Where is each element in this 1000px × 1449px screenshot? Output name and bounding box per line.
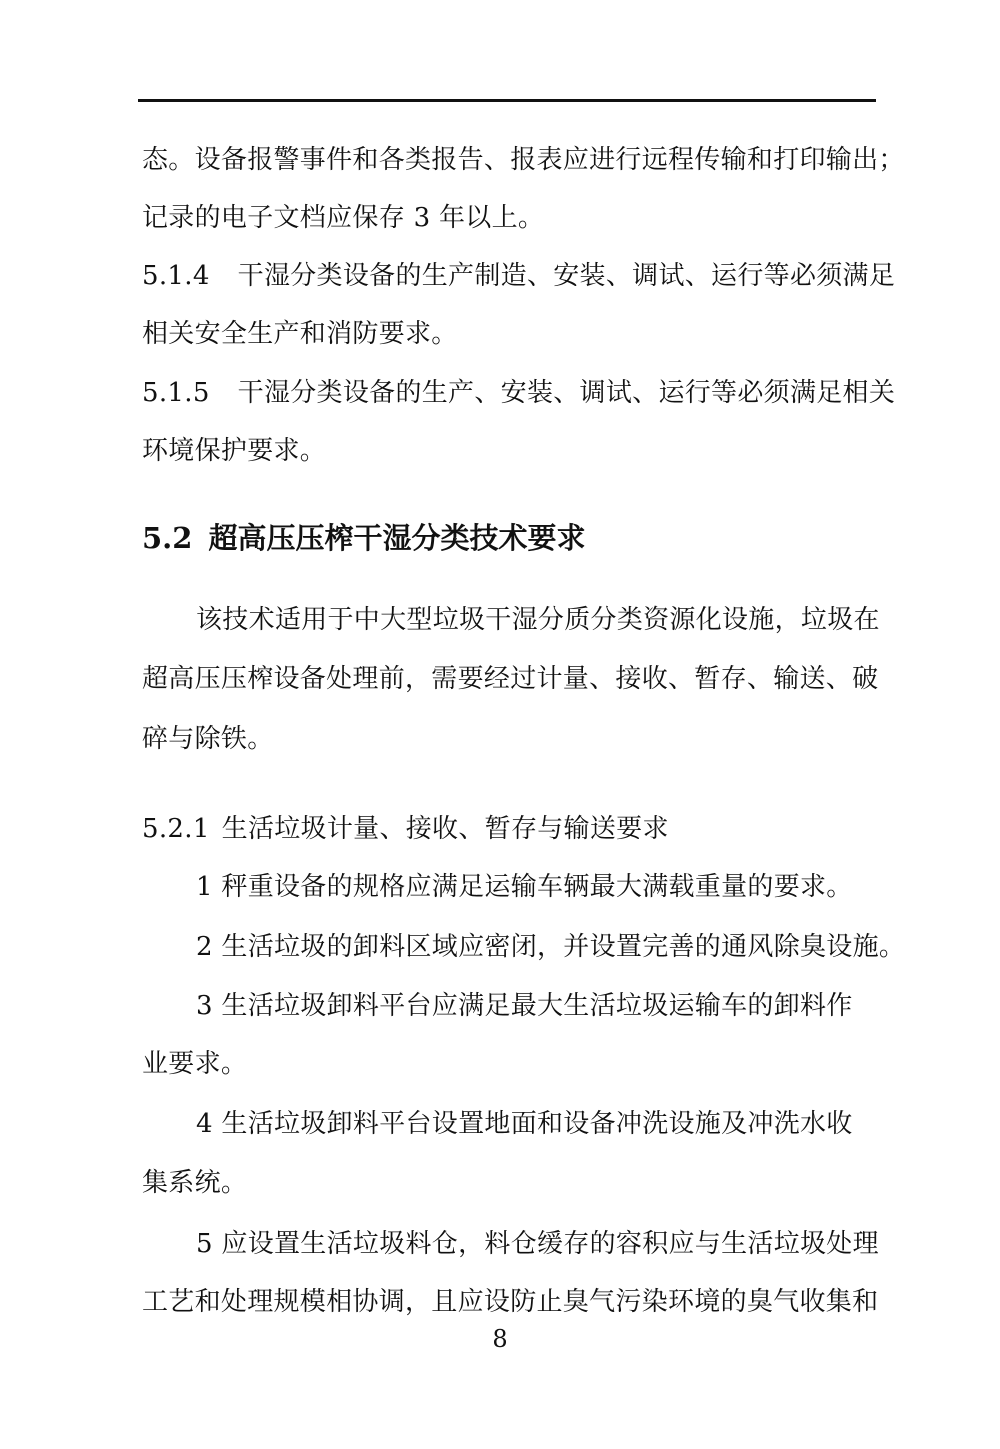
page-number: 8 <box>492 1325 508 1353</box>
item-4-line-1: 4 生活垃圾卸料平台设置地面和设备冲洗设施及冲洗水收 <box>196 1109 853 1139</box>
item-3-line-2: 业要求。 <box>142 1049 248 1079</box>
item-4-line-2: 集系统。 <box>142 1168 248 1198</box>
header-rule <box>138 99 876 102</box>
clause-5-1-5-text: 干湿分类设备的生产、安装、调试、运行等必须满足相关 <box>237 378 896 408</box>
clause-5-1-4-line-1 <box>142 259 895 293</box>
section-5-2-heading <box>142 519 585 557</box>
section-5-2-title: 超高压压榨干湿分类技术要求 <box>208 521 586 555</box>
subsection-5-2-1-title: 生活垃圾计量、接收、暂存与输送要求 <box>221 814 669 844</box>
clause-5-1-4-text: 干湿分类设备的生产制造、安装、调试、运行等必须满足 <box>237 261 896 291</box>
item-5-line-2: 工艺和处理规模相协调，且应设防止臭气污染环境的臭气收集和 <box>142 1287 879 1317</box>
item-5-line-1: 5 应设置生活垃圾料仓，料仓缓存的容积应与生活垃圾处理 <box>196 1229 879 1259</box>
continuation-line-2: 记录的电子文档应保存 3 年以上。 <box>142 203 545 233</box>
subsection-5-2-1-number: 5.2.1 <box>142 814 210 844</box>
clause-5-1-4-line-2: 相关安全生产和消防要求。 <box>142 319 458 349</box>
item-3-line-1: 3 生活垃圾卸料平台应满足最大生活垃圾运输车的卸料作 <box>196 991 853 1021</box>
clause-5-1-4-number: 5.1.4 <box>142 261 210 291</box>
intro-line-1: 该技术适用于中大型垃圾干湿分质分类资源化设施，垃圾在 <box>196 605 880 635</box>
intro-line-2: 超高压压榨设备处理前，需要经过计量、接收、暂存、输送、破 <box>142 664 879 694</box>
intro-line-3: 碎与除铁。 <box>142 724 274 754</box>
section-5-2-number: 5.2 <box>142 521 193 555</box>
item-1: 1 秤重设备的规格应满足运输车辆最大满载重量的要求。 <box>196 872 853 902</box>
subsection-5-2-1-heading <box>142 812 669 846</box>
item-2: 2 生活垃圾的卸料区域应密闭，并设置完善的通风除臭设施。 <box>196 932 906 962</box>
clause-5-1-5-line-2: 环境保护要求。 <box>142 436 327 466</box>
clause-5-1-5-number: 5.1.5 <box>142 378 210 408</box>
clause-5-1-5-line-1 <box>142 376 895 410</box>
continuation-line-1: 态。设备报警事件和各类报告、报表应进行远程传输和打印输出； <box>142 145 905 175</box>
